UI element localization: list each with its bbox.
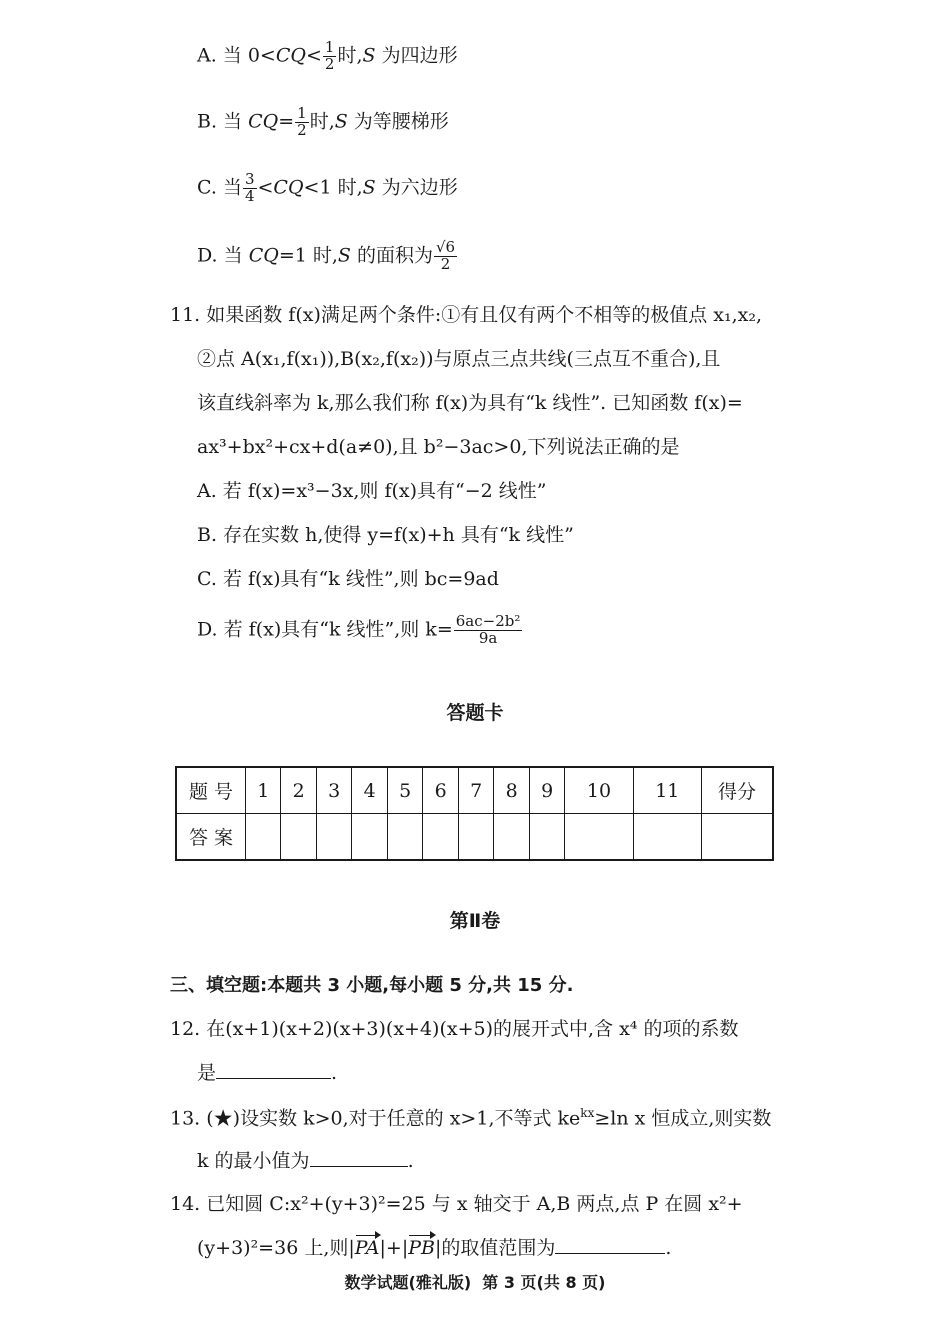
answer-card-number: 10 <box>565 767 633 814</box>
answer-card-number: 6 <box>423 767 458 814</box>
q10-b-tail: 时, <box>309 110 335 133</box>
q10-c-lt: < <box>257 176 274 199</box>
answer-card-number: 8 <box>494 767 529 814</box>
answer-cell[interactable] <box>423 814 458 861</box>
q12-line-1: 12. 在(x+1)(x+2)(x+3)(x+4)(x+5)的展开式中,含 x⁴ 的项的系数 <box>170 1018 739 1040</box>
q10-b-num: 1 <box>297 104 307 122</box>
answer-card-table <box>175 766 774 861</box>
q14-line2-post1: |的取值范围为 <box>435 1237 556 1259</box>
q10-c-s: S <box>362 176 376 199</box>
q12-line2-pre: 是 <box>197 1062 217 1084</box>
q13-line-1 <box>170 1106 771 1130</box>
q14-answer-blank[interactable] <box>555 1252 665 1254</box>
q12-line-2 <box>197 1062 337 1085</box>
q10-a-end: 为四边形 <box>375 44 458 67</box>
answer-card-number: 1 <box>246 767 281 814</box>
q11-d-fraction <box>454 614 523 647</box>
q10-d-den: 2 <box>440 254 451 273</box>
q10-b-fraction <box>295 106 309 139</box>
q10-c-fraction <box>243 172 257 205</box>
answer-card-score-label: 得分 <box>702 767 774 814</box>
q10-c-label: C. 当 <box>197 176 242 199</box>
answer-card-number-row <box>176 767 773 814</box>
q11-option-c: C. 若 f(x)具有“k 线性”,则 bc=9ad <box>197 568 499 590</box>
answer-cell[interactable] <box>458 814 493 861</box>
answer-card-row2-header: 答 案 <box>176 814 246 861</box>
answer-card-number: 7 <box>458 767 493 814</box>
q10-a-tail: 时, <box>337 44 363 67</box>
q11-option-b: B. 存在实数 h,使得 y=f(x)+h 具有“k 线性” <box>197 524 574 546</box>
q10-b-end: 为等腰梯形 <box>347 110 449 133</box>
q10-d-mid: =1 时, <box>278 244 338 267</box>
answer-cell[interactable] <box>316 814 351 861</box>
q12-answer-blank[interactable] <box>216 1077 331 1079</box>
q10-d-num: √6 <box>435 238 456 256</box>
q10-b-var: CQ <box>248 110 279 133</box>
answer-card-number: 11 <box>633 767 701 814</box>
q10-d-var: CQ <box>248 244 279 267</box>
answer-card-number: 9 <box>529 767 564 814</box>
q10-b-s: S <box>334 110 348 133</box>
answer-cell[interactable] <box>565 814 633 861</box>
q11-line-1: 11. 如果函数 f(x)满足两个条件:①有且仅有两个不相等的极值点 x₁,x₂, <box>170 304 763 326</box>
answer-cell[interactable] <box>494 814 529 861</box>
answer-card-row1-header: 题 号 <box>176 767 246 814</box>
q10-c-end1: <1 时, <box>303 176 363 199</box>
q11-line-3: 该直线斜率为 k,那么我们称 f(x)为具有“k 线性”. 已知函数 f(x)= <box>197 392 743 414</box>
answer-card-answer-row <box>176 814 773 861</box>
q13-line1-sup: kx <box>580 1106 595 1120</box>
q11-d-pre: D. 若 f(x)具有“k 线性”,则 k= <box>197 618 453 641</box>
q13-line-2 <box>197 1150 414 1173</box>
q10-c-num: 3 <box>244 170 255 188</box>
q11-option-d <box>197 614 523 647</box>
answer-cell[interactable] <box>387 814 422 861</box>
answer-cell[interactable] <box>633 814 701 861</box>
q10-option-d <box>197 240 458 273</box>
q13-answer-blank[interactable] <box>310 1165 408 1167</box>
q10-b-label: B. 当 <box>197 110 249 133</box>
q10-option-c <box>197 172 458 205</box>
q10-a-num: 1 <box>324 38 335 56</box>
q10-a-label: A. 当 0< <box>197 44 276 67</box>
q12-line2-post: . <box>331 1062 338 1084</box>
q10-d-s: S <box>337 244 351 267</box>
q10-a-lt: < <box>305 44 322 67</box>
answer-cell[interactable] <box>281 814 316 861</box>
answer-card-title: 答题卡 <box>446 702 504 724</box>
q13-line1-post: ≥ln x 恒成立,则实数 <box>594 1107 772 1130</box>
q10-b-den: 2 <box>297 120 307 139</box>
vector-pb: PB <box>408 1237 436 1259</box>
q11-option-a: A. 若 f(x)=x³−3x,则 f(x)具有“−2 线性” <box>197 480 547 502</box>
q14-line-2 <box>197 1237 671 1260</box>
q10-c-den: 4 <box>244 186 255 205</box>
q10-a-den: 2 <box>324 54 335 73</box>
q14-line2-post2: . <box>665 1237 672 1259</box>
q11-line-2: ②点 A(x₁,f(x₁)),B(x₂,f(x₂))与原点三点共线(三点互不重合),且 <box>197 348 721 370</box>
answer-cell[interactable] <box>529 814 564 861</box>
section-heading-fill-in: 三、填空题:本题共 3 小题,每小题 5 分,共 15 分. <box>170 975 574 996</box>
q13-line1-pre: 13. (★)设实数 k>0,对于任意的 x>1,不等式 ke <box>170 1107 581 1130</box>
q11-line-4: ax³+bx²+cx+d(a≠0),且 b²−3ac>0,下列说法正确的是 <box>197 436 680 458</box>
q10-b-eq: = <box>278 110 295 133</box>
q10-c-var: CQ <box>273 176 304 199</box>
q14-line2-mid: |+| <box>379 1237 409 1259</box>
answer-cell[interactable] <box>352 814 387 861</box>
q13-line2-post: . <box>407 1150 414 1172</box>
answer-card-number: 3 <box>316 767 351 814</box>
q11-d-num: 6ac−2b² <box>455 612 521 630</box>
score-cell[interactable] <box>702 814 774 861</box>
q10-option-a <box>197 40 458 73</box>
answer-card-number: 5 <box>387 767 422 814</box>
q13-line2-pre: k 的最小值为 <box>197 1150 310 1172</box>
answer-card-number: 4 <box>352 767 387 814</box>
q10-d-end: 的面积为 <box>350 244 433 267</box>
part2-title: 第Ⅱ卷 <box>449 910 501 932</box>
q10-a-var: CQ <box>275 44 306 67</box>
q10-c-end: 为六边形 <box>375 176 458 199</box>
answer-card-number: 2 <box>281 767 316 814</box>
vector-pa: PA <box>354 1237 380 1259</box>
q14-line-1: 14. 已知圆 C:x²+(y+3)²=25 与 x 轴交于 A,B 两点,点 P 在圆 x²+ <box>170 1193 743 1215</box>
q14-line2-pre: (y+3)²=36 上,则| <box>197 1237 355 1259</box>
q10-d-fraction <box>434 240 457 273</box>
answer-cell[interactable] <box>246 814 281 861</box>
q11-d-den: 9a <box>478 628 498 647</box>
q10-option-b <box>197 106 449 139</box>
q10-a-fraction <box>323 40 337 73</box>
q10-a-s: S <box>362 44 376 67</box>
q10-d-label: D. 当 <box>197 244 249 267</box>
page-footer: 数学试题(雅礼版) 第 3 页(共 8 页) <box>344 1273 606 1292</box>
